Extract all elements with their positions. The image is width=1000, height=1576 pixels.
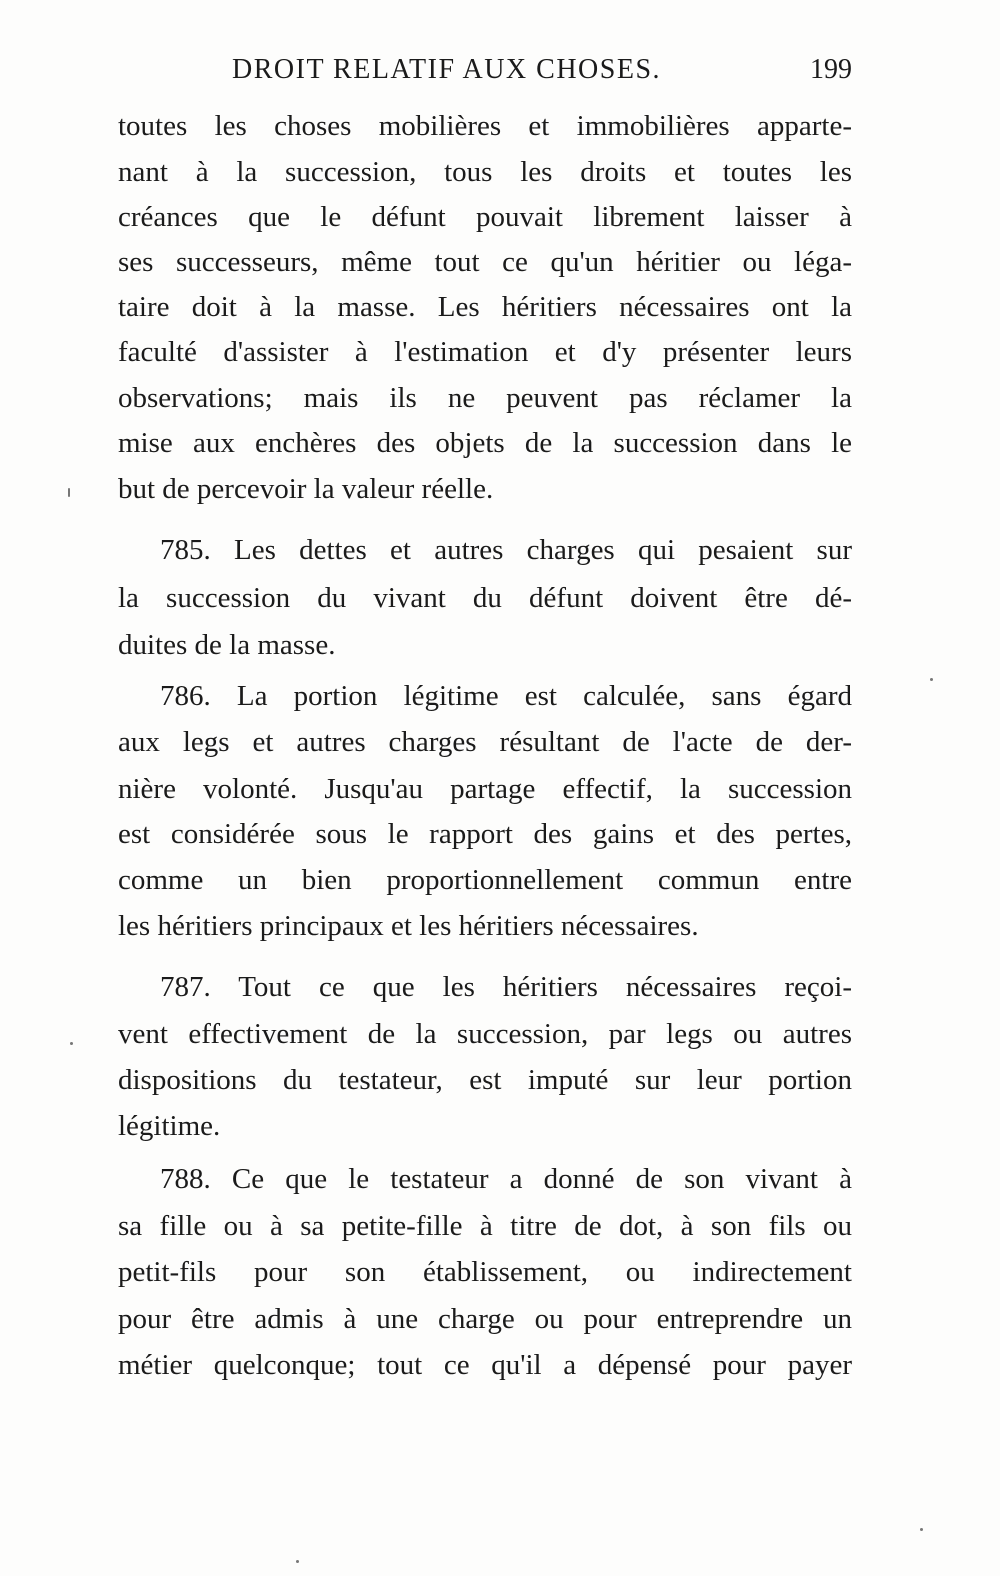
running-head xyxy=(118,54,858,94)
text-line: but de percevoir la valeur réelle. xyxy=(118,473,494,505)
text-line: nière volonté. Jusqu'au partage effectif, la succession xyxy=(118,773,852,805)
text-line: pour être admis à une charge ou pour entreprendre un xyxy=(118,1303,852,1335)
print-speck xyxy=(930,678,933,681)
text-line: aux legs et autres charges résultant de l'acte de der- xyxy=(118,726,852,758)
print-speck xyxy=(70,1042,73,1045)
text-line: comme un bien proportionnellement commun entre xyxy=(118,864,852,896)
text-line: dispositions du testateur, est imputé sur leur portion xyxy=(118,1064,852,1096)
text-line: petit-fils pour son établissement, ou indirectement xyxy=(118,1256,852,1288)
article-786-line: 786. La portion légitime est calculée, sans égard xyxy=(160,680,852,712)
text-line: ses successeurs, même tout ce qu'un héritier ou léga- xyxy=(118,246,852,278)
article-788-line: 788. Ce que le testateur a donné de son vivant à xyxy=(160,1163,852,1195)
text-line: mise aux enchères des objets de la succession dans le xyxy=(118,427,852,459)
text-line: métier quelconque; tout ce qu'il a dépensé pour payer xyxy=(118,1349,852,1381)
text-line: duites de la masse. xyxy=(118,629,336,661)
text-line: nant à la succession, tous les droits et toutes les xyxy=(118,156,852,188)
running-title: DROIT RELATIF AUX CHOSES. xyxy=(232,54,662,85)
text-line: est considérée sous le rapport des gains et des pertes, xyxy=(118,818,852,850)
text-line: légitime. xyxy=(118,1110,221,1142)
text-line: la succession du vivant du défunt doivent être dé- xyxy=(118,582,852,614)
page-number: 199 xyxy=(810,54,852,85)
print-speck xyxy=(68,488,70,497)
text-line: les héritiers principaux et les héritiers nécessaires. xyxy=(118,910,699,942)
text-line: créances que le défunt pouvait librement laisser à xyxy=(118,201,852,233)
text-line: taire doit à la masse. Les héritiers nécessaires ont la xyxy=(118,291,852,323)
text-line: observations; mais ils ne peuvent pas réclamer la xyxy=(118,382,852,414)
text-line: toutes les choses mobilières et immobilières apparte- xyxy=(118,110,852,142)
article-785-line: 785. Les dettes et autres charges qui pesaient sur xyxy=(160,534,852,566)
print-speck xyxy=(296,1560,299,1563)
print-speck xyxy=(920,1528,923,1531)
text-line: faculté d'assister à l'estimation et d'y présenter leurs xyxy=(118,336,852,368)
article-787-line: 787. Tout ce que les héritiers nécessaires reçoi- xyxy=(160,971,852,1003)
text-line: sa fille ou à sa petite-fille à titre de dot, à son fils ou xyxy=(118,1210,852,1242)
text-line: vent effectivement de la succession, par legs ou autres xyxy=(118,1018,852,1050)
